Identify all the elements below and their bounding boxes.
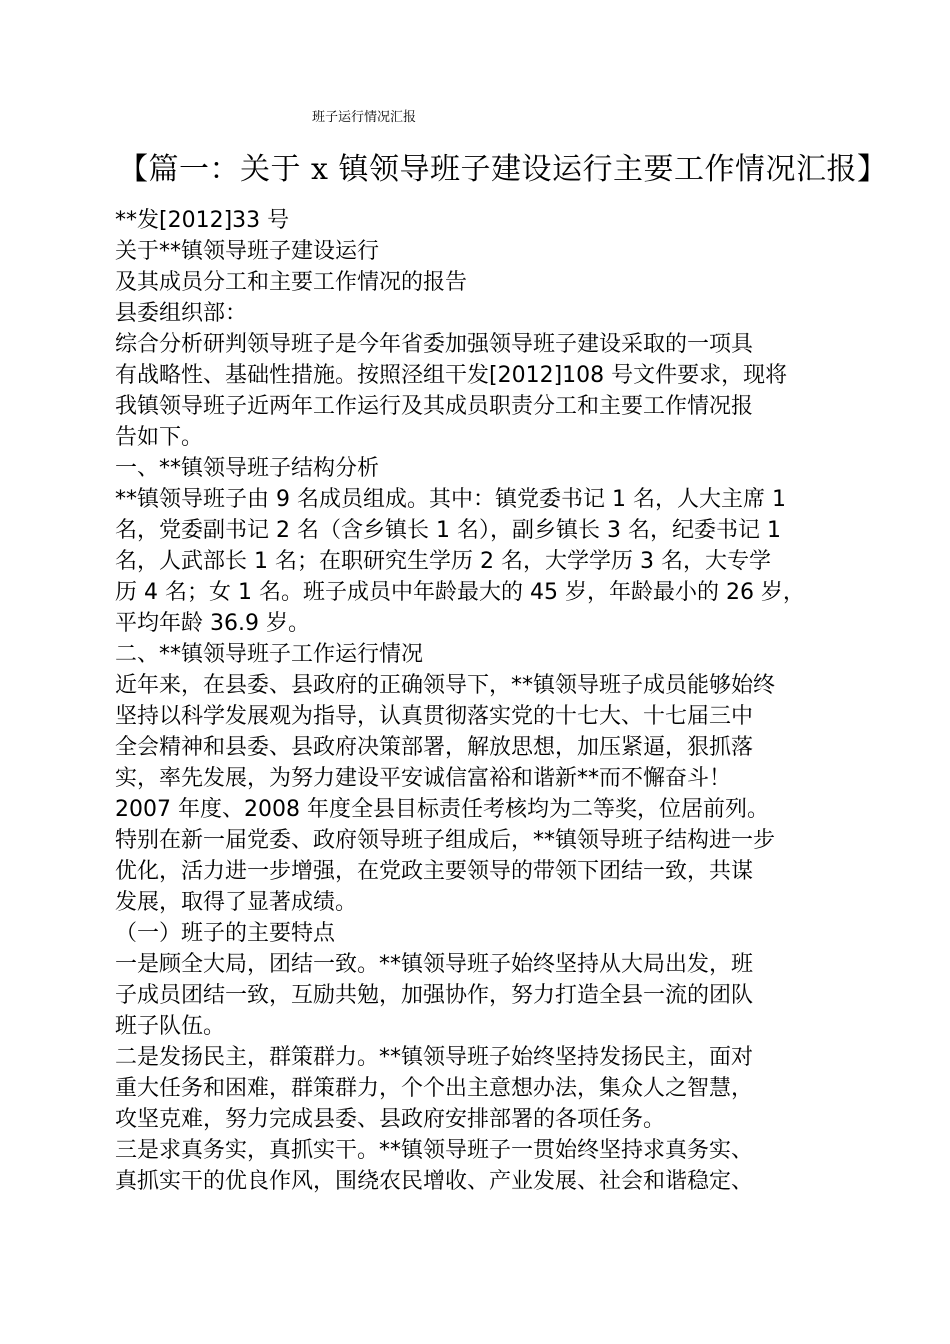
body-line: 一是顾全大局，团结一致。**镇领导班子始终坚持从大局出发，班 [115, 952, 754, 977]
body-line: **镇领导班子由 9 名成员组成。其中：镇党委书记 1 名，人大主席 1 [115, 487, 786, 512]
body-line: 近年来，在县委、县政府的正确领导下，**镇领导班子成员能够始终 [115, 673, 776, 698]
body-line: 二是发扬民主，群策群力。**镇领导班子始终坚持发扬民主，面对 [115, 1045, 754, 1070]
body-line: 班子队伍。 [115, 1014, 226, 1039]
body-line: 关于**镇领导班子建设运行 [115, 239, 380, 264]
body-line: 特别在新一届党委、政府领导班子组成后，**镇领导班子结构进一步 [115, 828, 776, 853]
body-line: 攻坚克难，努力完成县委、县政府安排部署的各项任务。 [115, 1107, 666, 1132]
body-line: **发[2012]33 号 [115, 208, 290, 233]
body-line: 2007 年度、2008 年度全县目标责任考核均为二等奖，位居前列。 [115, 797, 769, 822]
body-line: 实，率先发展，为努力建设平安诚信富裕和谐新**而不懈奋斗！ [115, 766, 732, 791]
document-title: 【篇一：关于 x 镇领导班子建设运行主要工作情况汇报】 [118, 152, 888, 187]
body-line: 平均年龄 36.9 岁。 [115, 611, 310, 636]
body-line: 子成员团结一致，互励共勉，加强协作，努力打造全县一流的团队 [115, 983, 754, 1008]
body-line: 名，人武部长 1 名；在职研究生学历 2 名，大学学历 3 名，大专学 [115, 549, 771, 574]
body-line: 优化，活力进一步增强，在党政主要领导的带领下团结一致，共谋 [115, 859, 754, 884]
document-body [115, 205, 855, 1197]
page-header: 班子运行情况汇报 [312, 110, 417, 125]
body-line: 发展，取得了显著成绩。 [115, 890, 358, 915]
body-line: 及其成员分工和主要工作情况的报告 [115, 270, 468, 295]
body-line: 一、**镇领导班子结构分析 [115, 456, 380, 481]
body-line: 告如下。 [115, 425, 204, 450]
body-line: 三是求真务实，真抓实干。**镇领导班子一贯始终坚持求真务实、 [115, 1138, 754, 1163]
body-line: 真抓实干的优良作风，围绕农民增收、产业发展、社会和谐稳定、 [115, 1169, 754, 1194]
body-line: 坚持以科学发展观为指导，认真贯彻落实党的十七大、十七届三中 [115, 704, 754, 729]
body-line: 重大任务和困难，群策群力，个个出主意想办法，集众人之智慧， [115, 1076, 754, 1101]
body-line: 历 4 名；女 1 名。班子成员中年龄最大的 45 岁，年龄最小的 26 岁， [115, 580, 805, 605]
body-line: 我镇领导班子近两年工作运行及其成员职责分工和主要工作情况报 [115, 394, 754, 419]
body-line: 名，党委副书记 2 名（含乡镇长 1 名），副乡镇长 3 名，纪委书记 1 [115, 518, 781, 543]
body-line: 综合分析研判领导班子是今年省委加强领导班子建设采取的一项具 [115, 332, 754, 357]
body-line: （一）班子的主要特点 [115, 921, 336, 946]
body-line: 有战略性、基础性措施。按照泾组干发[2012]108 号文件要求，现将 [115, 363, 788, 388]
body-line: 二、**镇领导班子工作运行情况 [115, 642, 424, 667]
body-line: 全会精神和县委、县政府决策部署，解放思想，加压紧逼，狠抓落 [115, 735, 754, 760]
body-line: 县委组织部： [115, 301, 248, 326]
